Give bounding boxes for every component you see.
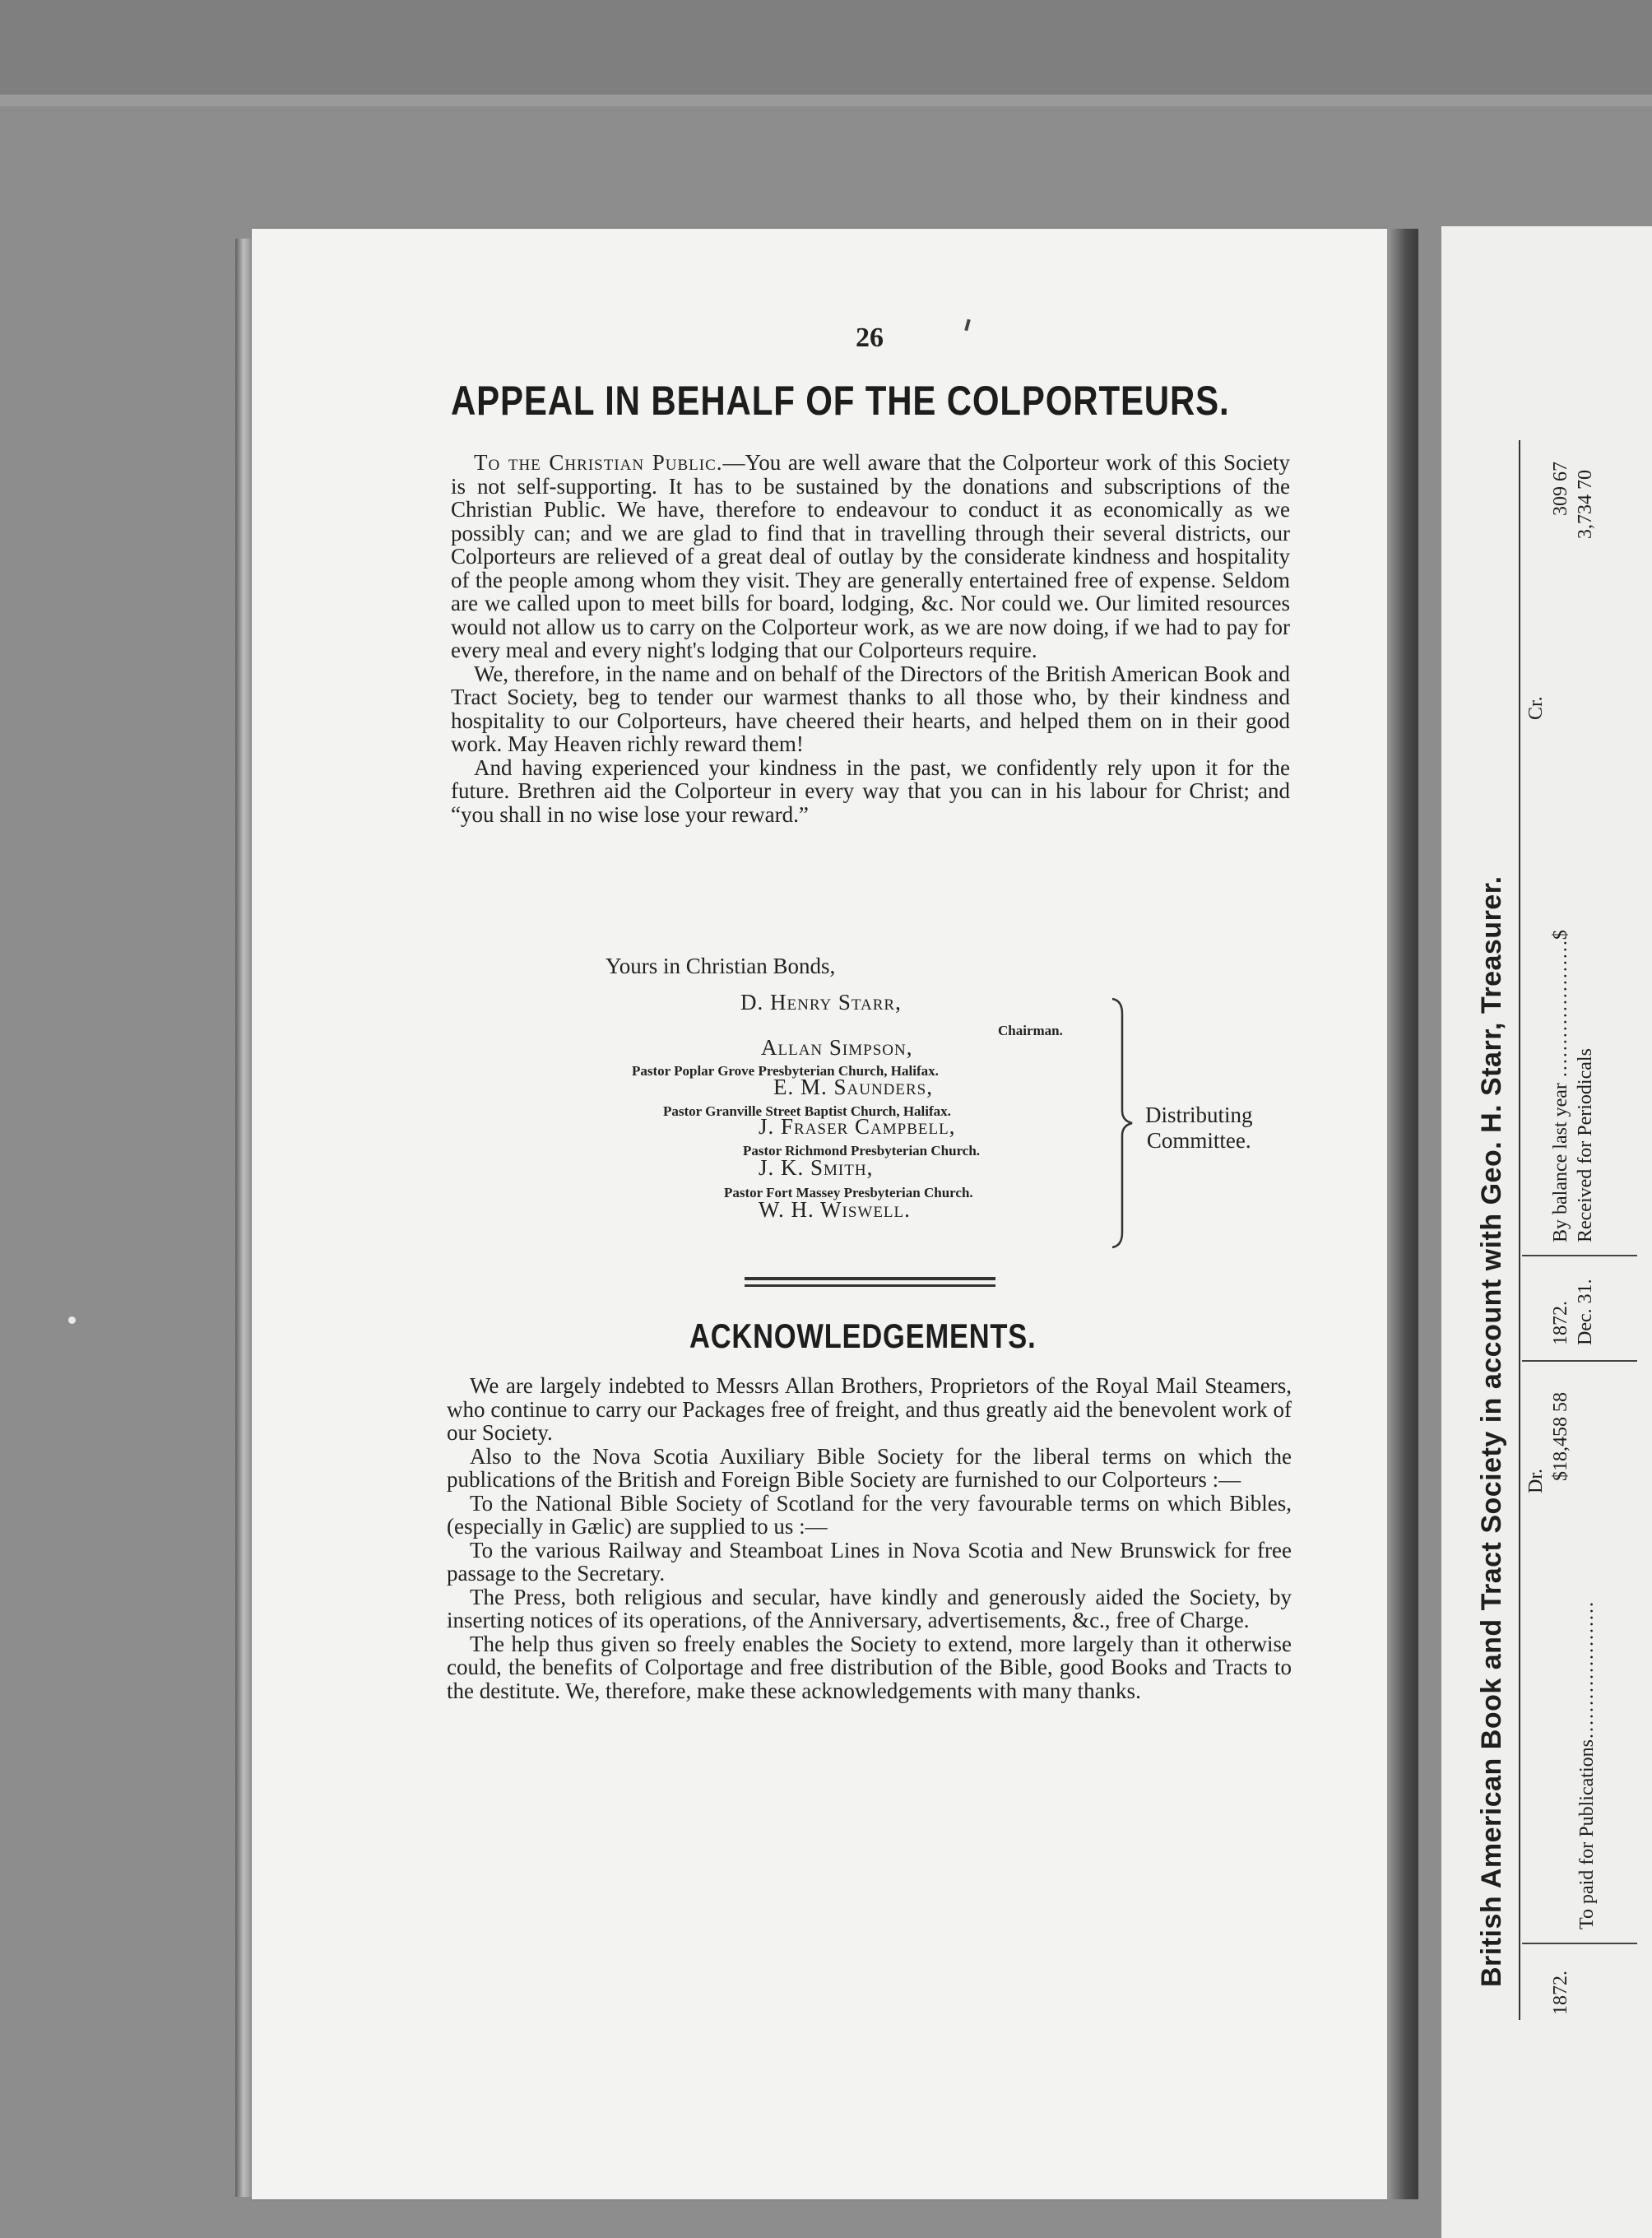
appeal-paragraph-2: We, therefore, in the name and on behalf of the Directors of the British American Book and Tract Society, beg to tender our warmest thanks to all those who, by their kindness and hospitality to our Colporteurs, have cheered their hearts, and helped them on in their good work. May Heaven richly reward them! bbox=[451, 661, 1290, 756]
ack-paragraph: The Press, both religious and secular, have kindly and generously aided the Society, by inserting notices of its operations, of the Anniversary, advertisements, &c., free of Charge. bbox=[447, 1584, 1292, 1632]
appeal-paragraph-1 bbox=[451, 451, 1290, 662]
page-edge-shadow bbox=[235, 239, 253, 2197]
signatory-name: E. M. Saunders, bbox=[773, 1075, 933, 1099]
acknowledgements-body bbox=[447, 1374, 1292, 1702]
signatory-role: Chairman. bbox=[998, 1023, 1063, 1038]
signatory-role: Pastor Fort Massey Presbyterian Church. bbox=[724, 1185, 973, 1200]
ledger-column-rule bbox=[1522, 1255, 1637, 1256]
signatory-name: Allan Simpson, bbox=[761, 1035, 913, 1060]
ledger-cr-line-1: By balance last year …………………$ bbox=[1550, 930, 1571, 1242]
ack-paragraph: To the various Railway and Steamboat Lines in Nova Scotia and New Brunswick for free passage to the Secretary. bbox=[447, 1537, 1292, 1586]
ledger-year-right: 1872. bbox=[1550, 1301, 1571, 1345]
ledger-rule bbox=[1519, 440, 1520, 2020]
ledger-date-right: Dec. 31. bbox=[1575, 1279, 1596, 1345]
dust-speck bbox=[68, 1316, 76, 1324]
right-page bbox=[1441, 226, 1652, 2238]
ack-paragraph: The help thus given so freely enables the Society to extend, more largely than it otherwise could, the benefits of Colportage and free distribution of the Bible, good Books and Tracts to the destitute. We, therefore, make these acknowledgements with many thanks. bbox=[447, 1631, 1292, 1703]
ledger-cr-label: Cr. bbox=[1525, 696, 1547, 720]
section-divider bbox=[745, 1284, 995, 1287]
distributing-committee-label bbox=[1145, 1103, 1253, 1154]
signatory-role: Pastor Richmond Presbyterian Church. bbox=[743, 1143, 981, 1158]
ack-paragraph: We are largely indebted to Messrs Allan Brothers, Proprietors of the Royal Mail Steamers, who continue to carry our Packages free of freight, and thus greatly aid the benevolent work of our Society. bbox=[447, 1373, 1292, 1445]
signatory-name: W. H. Wiswell. bbox=[759, 1197, 911, 1222]
page-number: 26 bbox=[856, 323, 884, 353]
signatory-name: J. K. Smith, bbox=[759, 1155, 874, 1180]
ledger-dr-label: Dr. bbox=[1525, 1469, 1547, 1493]
appeal-title: APPEAL IN BEHALF OF THE COLPORTEURS. bbox=[451, 378, 1230, 424]
signatory-name: J. Fraser Campbell, bbox=[759, 1114, 956, 1139]
ledger-cr-amount-1: 309 67 bbox=[1550, 462, 1571, 516]
scanner-background bbox=[0, 0, 1652, 95]
appeal-paragraph-1-text: —You are well aware that the Colporteur work of this Society is not self-supporting. It has to be sustained by the donations and subscriptions of the Christian Public. We have, therefore to endeavour to conduct it as economically as we possibly can; and we are glad to find that in travelling through their several districts, our Colporteurs are relieved of a great deal of outlay by the considerate kindness and hospitality of the people among whom they visit. They are generally entertained free of expense. Seldom are we called upon to meet bills for board, lodging, &c. Nor could we. Our limited resources would not allow us to carry on the Colporteur work, as we are now doing, if we had to pay for every meal and every night's lodging that our Colporteurs require. bbox=[451, 450, 1290, 662]
salutation: To the Christian Public. bbox=[474, 450, 723, 475]
committee-line-1: Distributing bbox=[1145, 1103, 1253, 1127]
ledger-column-rule bbox=[1522, 1943, 1637, 1944]
right-brace bbox=[1111, 997, 1135, 1249]
ledger-cr-amount-2: 3,734 70 bbox=[1575, 470, 1596, 539]
committee-line-2: Committee. bbox=[1146, 1128, 1251, 1153]
closing-line: Yours in Christian Bonds, bbox=[606, 954, 836, 978]
ledger-dr-amount: $18,458 58 bbox=[1550, 1392, 1571, 1481]
acknowledgements-title: ACKNOWLEDGEMENTS. bbox=[689, 1316, 1037, 1355]
ledger-cr-line-2: Received for Periodicals bbox=[1575, 1048, 1596, 1242]
ledger-dr-line: To paid for Publications………………… bbox=[1576, 1601, 1598, 1929]
ledger-year-left: 1872. bbox=[1550, 1971, 1571, 2015]
appeal-body bbox=[451, 451, 1290, 826]
appeal-paragraph-3: And having experienced your kindness in the past, we confidently rely upon it for the future. Brethren aid the Colporteur in every way that you can in his labour for Christ; and “you shall in no wise lose your reward.” bbox=[451, 755, 1290, 827]
ledger-column-rule bbox=[1522, 1360, 1637, 1362]
ack-paragraph: To the National Bible Society of Scotland for the very favourable terms on which Bibles, (especially in Gælic) are supplied to us :— bbox=[447, 1490, 1292, 1539]
scanner-edge bbox=[0, 95, 1652, 106]
ack-paragraph: Also to the Nova Scotia Auxiliary Bible Society for the liberal terms on which the publications of the British and Foreign Bible Society are furnished to our Colporteurs :— bbox=[447, 1443, 1292, 1492]
signatory-role: Pastor Granville Street Baptist Church, Halifax. bbox=[663, 1103, 951, 1119]
signatory-name: D. Henry Starr, bbox=[740, 990, 902, 1015]
section-divider bbox=[745, 1277, 995, 1280]
book-gutter bbox=[1387, 229, 1418, 2199]
signatory-role: Pastor Poplar Grove Presbyterian Church, Halifax. bbox=[632, 1063, 939, 1079]
ledger-title: British American Book and Tract Society in account with Geo. H. Starr, Treasurer. bbox=[1476, 875, 1507, 1987]
